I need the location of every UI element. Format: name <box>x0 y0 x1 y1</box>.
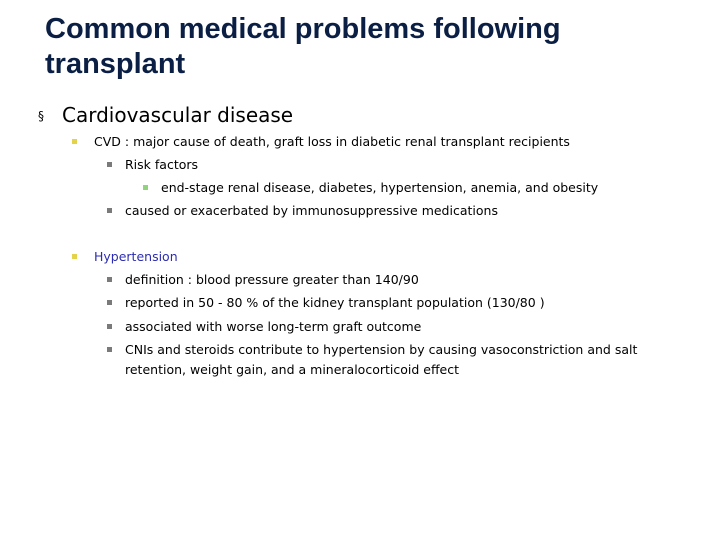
square-bullet-icon <box>107 324 112 329</box>
bullet-cardiovascular-disease <box>38 101 293 130</box>
square-bullet-icon <box>107 347 112 352</box>
slide-title: Common medical problems following transplant <box>45 13 561 80</box>
square-bullet-icon <box>107 162 112 167</box>
section-bullet-icon: § <box>38 109 44 123</box>
square-bullet-icon <box>72 139 77 144</box>
hypertension-prevalence: reported in 50 - 80 % of the kidney transplant population (130/80 ) <box>125 295 545 310</box>
risk-factors-text: Risk factors <box>125 157 199 172</box>
square-bullet-icon <box>107 208 112 213</box>
immunosuppressive-text: caused or exacerbated by immunosuppressive medications <box>125 203 498 218</box>
section-heading: Cardiovascular disease <box>62 103 294 127</box>
hypertension-definition: definition : blood pressure greater than 140/90 <box>125 272 419 287</box>
hypertension-outcome: associated with worse long-term graft outcome <box>125 319 422 334</box>
square-bullet-icon <box>72 254 77 259</box>
hypertension-heading: Hypertension <box>94 249 178 264</box>
hypertension-mechanism: CNIs and steroids contribute to hypertension by causing vasoconstriction and salt retention, weight gain, and a mineralocorticoid effect <box>125 342 638 377</box>
square-bullet-icon <box>143 185 148 190</box>
cvd-text: CVD : major cause of death, graft loss in diabetic renal transplant recipients <box>94 134 570 149</box>
square-bullet-icon <box>107 300 112 305</box>
risk-detail-text: end-stage renal disease, diabetes, hypertension, anemia, and obesity <box>161 180 599 195</box>
square-bullet-icon <box>107 277 112 282</box>
